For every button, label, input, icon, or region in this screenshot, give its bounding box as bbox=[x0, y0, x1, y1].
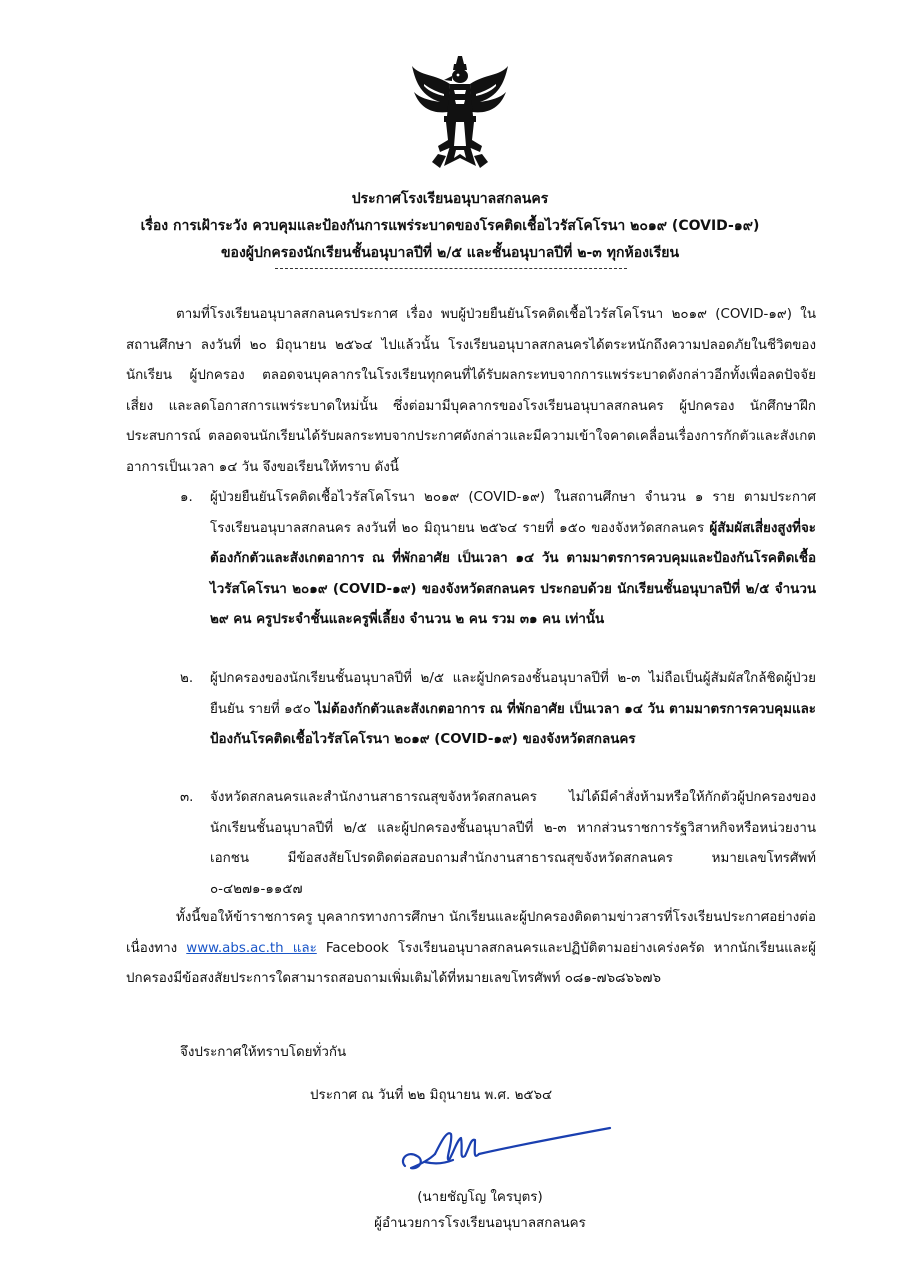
announcement-subject: เรื่อง การเฝ้าระวัง ควบคุมและป้องกันการแพร่ระบาดของโรคติดเชื้อไวรัสโคโรนา ๒๐๑๙ (COVID-๑๙) bbox=[140, 218, 760, 234]
item-emphasis: ไม่ต้องกักตัวและสังเกตอาการ ณ ที่พักอาศัย เป็นเวลา ๑๔ วัน ตามมาตรการควบคุมและป้องกันโรคติดเชื้อไวรัสโคโรนา ๒๐๑๙ (COVID-๑๙) ของจังหวัดสกลนคร bbox=[210, 701, 816, 747]
signer-name: (นายชัญโญ ใครบุตร) bbox=[417, 1190, 543, 1205]
item-text: ผู้ปกครองของนักเรียนชั้นอนุบาลปีที่ ๒/๕ และผู้ปกครองชั้นอนุบาลปีที่ ๒-๓ ไม่ถือเป็นผู้สัมผัสใกล้ชิดผู้ป่วยยืนยัน รายที่ ๑๕๐ bbox=[210, 671, 816, 717]
item-number: ๑. bbox=[180, 490, 193, 505]
list-item bbox=[180, 664, 816, 756]
closing-text-continued: Facebook โรงเรียนอนุบาลสกลนครและปฏิบัติตามอย่างเคร่งครัด หากนักเรียนและผู้ปกครองมีข้อสงสัยประการใดสามารถสอบถามเพิ่มเติมได้ที่หมายเลขโทรศัพท์ ๐๘๑-๗๖๘๖๖๗๖ bbox=[126, 940, 817, 986]
announce-statement: จึงประกาศให้ทราบโดยทั่วกัน bbox=[180, 1045, 347, 1060]
closing-text: ทั้งนี้ขอให้ข้าราชการครู บุคลากรทางการศึกษา นักเรียนและผู้ปกครองติดตามข่าวสารที่โรงเรียนประกาศอย่างต่อเนื่องทาง bbox=[126, 910, 816, 956]
signer-position: ผู้อำนวยการโรงเรียนอนุบาลสกลนคร bbox=[374, 1216, 586, 1231]
item-number: ๒. bbox=[180, 671, 194, 686]
item-emphasis: ผู้สัมผัสเสี่ยงสูงที่จะต้องกักตัวและสังเกตอาการ ณ ที่พักอาศัย เป็นเวลา ๑๔ วัน ตามมาตรการควบคุมและป้องกันโรคติดเชื้อไวรัสโคโรนา ๒๐๑๙ (COVID-๑๙) ของจังหวัดสกลนคร ประกอบด้วย นักเรียนชั้นอนุบาลปีที่ ๒/๕ จำนวน ๒๙ คน ครูประจำชั้นและครูพี่เลี้ยง จำนวน ๒ คน รวม ๓๑ คน เท่านั้น bbox=[210, 520, 816, 627]
announcement-audience: ของผู้ปกครองนักเรียนชั้นอนุบาลปีที่ ๒/๕ และชั้นอนุบาลปีที่ ๒-๓ ทุกห้องเรียน bbox=[220, 245, 680, 261]
handwritten-signature-icon bbox=[395, 1120, 620, 1180]
garuda-emblem-icon bbox=[410, 54, 510, 172]
item-text: ผู้ป่วยยืนยันโรคติดเชื้อไวรัสโคโรนา ๒๐๑๙ (COVID-๑๙) ในสถานศึกษา จำนวน ๑ ราย ตามประกาศโรงเรียนอนุบาลสกลนคร ลงวันที่ ๒๐ มิถุนายน ๒๕๖๔ รายที่ ๑๕๐ ของจังหวัดสกลนคร bbox=[210, 490, 816, 536]
item-text: จังหวัดสกลนครและสำนักงานสาธารณสุขจังหวัดสกลนคร ไม่ได้มีคำสั่งห้ามหรือให้กักตัวผู้ปกครองของนักเรียนชั้นอนุบาลปีที่ ๒/๕ และผู้ปกครองชั้นอนุบาลปีที่ ๒-๓ หากส่วนราชการรัฐวิสาหกิจหรือหน่วยงานเอกชน มีข้อสงสัยโปรดติดต่อสอบถามสำนักงานสาธารณสุขจังหวัดสกลนคร หมายเลขโทรศัพท์ ๐-๔๒๗๑-๑๑๕๗ bbox=[210, 790, 816, 897]
announcement-date: ประกาศ ณ วันที่ ๒๒ มิถุนายน พ.ศ. ๒๕๖๔ bbox=[310, 1088, 553, 1103]
intro-paragraph: ตามที่โรงเรียนอนุบาลสกลนครประกาศ เรื่อง พบผู้ป่วยยืนยันโรคติดเชื้อไวรัสโคโรนา ๒๐๑๙ (COVID-๑๙) ในสถานศึกษา ลงวันที่ ๒๐ มิถุนายน ๒๕๖๔ ไปแล้วนั้น โรงเรียนอนุบาลสกลนครได้ตระหนักถึงความปลอดภัยในชีวิตของนักเรียน ผู้ปกครอง ตลอดจนบุคลากรในโรงเรียนทุกคนที่ได้รับผลกระทบจากการแพร่ระบาดดังกล่าวอีกทั้งเพื่อลดปัจจัยเสี่ยง และลดโอกาสการแพร่ระบาดใหม่นั้น ซึ่งต่อมามีบุคลากรของโรงเรียนอนุบาลสกลนคร ผู้ปกครอง นักศึกษาฝึกประสบการณ์ ตลอดจนนักเรียนได้รับผลกระทบจากประกาศดังกล่าวและมีความเข้าใจคาดเคลื่อนเรื่องการกักตัวและสังเกตอาการเป็นเวลา ๑๔ วัน จึงขอเรียนให้ทราบ ดังนี้ bbox=[126, 307, 816, 475]
website-link[interactable]: www.abs.ac.th และ bbox=[186, 940, 317, 956]
title-divider bbox=[275, 268, 627, 269]
list-item bbox=[180, 783, 816, 905]
announcement-title: ประกาศโรงเรียนอนุบาลสกลนคร bbox=[351, 191, 549, 207]
list-item bbox=[180, 483, 816, 636]
item-number: ๓. bbox=[180, 790, 194, 805]
closing-paragraph bbox=[126, 903, 816, 995]
